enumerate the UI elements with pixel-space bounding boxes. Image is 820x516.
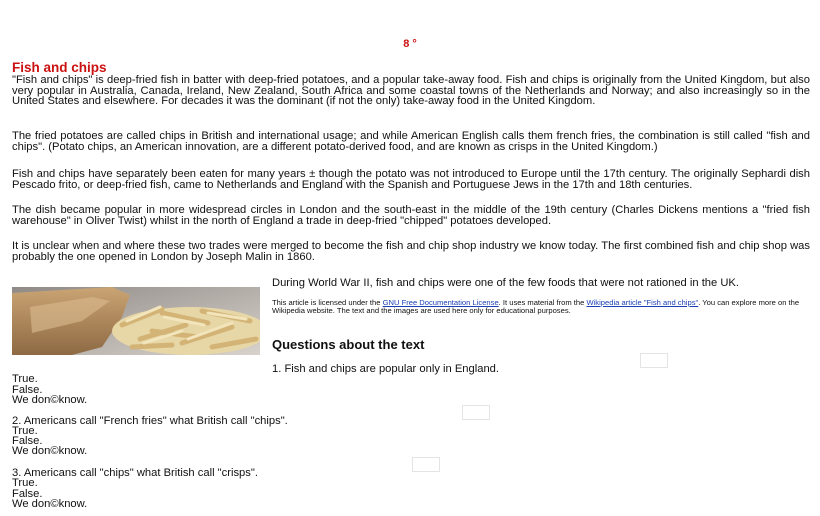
question-1-option-false[interactable]: False. (12, 384, 43, 396)
gnu-license-link[interactable]: GNU Free Documentation License (382, 298, 499, 307)
question-1-option-dont-know[interactable]: We don©know. (12, 394, 88, 406)
license-text-3: . You can explore more on the Wikipedia website. The text and the images are used here only for educational purposes. (272, 298, 800, 316)
fish-and-chips-photo (12, 287, 260, 355)
question-3-option-true[interactable]: True. (12, 477, 38, 489)
answer-1-input[interactable] (640, 353, 668, 368)
license-text-1: This article is licensed under the (272, 298, 383, 307)
article-title: Fish and chips (12, 60, 107, 75)
question-3: 3. Americans call "chips" what British call "crisps". (12, 467, 258, 479)
answer-2-input[interactable] (462, 405, 490, 420)
license-note (272, 299, 812, 315)
wikipedia-article-link[interactable]: Wikipedia article "Fish and chips" (586, 298, 699, 307)
license-text-2: . It uses material from the (498, 298, 587, 307)
paragraph-first-shop: It is unclear when and where these two trades were merged to become the fish and chip shop industry we know today. The first combined fish and chip shop was probably the one opened in London by Joseph Malin in 1860. (12, 240, 810, 263)
question-3-option-false[interactable]: False. (12, 488, 43, 500)
answer-3-input[interactable] (412, 457, 440, 472)
paragraph-19th-century: The dish became popular in more widespread circles in London and the south-east in the middle of the 19th century (Charles Dickens mentions a "fried fish warehouse" in Oliver Twist) whilst in the north of England a trade in deep-fried "chipped" potatoes developed. (12, 204, 810, 227)
paragraph-chips-naming: The fried potatoes are called chips in British and international usage; and while American English calls them french fries, the combination is still called "fish and chips". (Potato chips, an American innovation, are a different potato-derived food, and are known as crisps in the United Kingdom.) (12, 130, 810, 153)
question-3-option-dont-know[interactable]: We don©know. (12, 498, 88, 510)
question-1-option-true[interactable]: True. (12, 373, 38, 385)
page-number: 8 ° (403, 38, 417, 50)
question-2-option-false[interactable]: False. (12, 435, 43, 447)
paragraph-history: Fish and chips have separately been eaten for many years ± though the potato was not introduced to Europe until the 17th century. The originally Sephardi dish Pescado frito, or deep-fried fish, came to Netherlands and England with the Spanish and Portuguese Jews in the 17th and 18th centuries. (12, 168, 810, 191)
paragraph-intro: "Fish and chips" is deep-fried fish in batter with deep-fried potatoes, and a popular take-away food. Fish and chips is originally from the United Kingdom, but also very popular in Australia, Canada, Ireland, New Zealand, South Africa and some coastal towns of the Netherlands and Norway; and also increasingly so in the United States and elsewhere. For decades it was the dominant (if not the only) take-away food in the United Kingdom. (12, 74, 810, 108)
wwii-paragraph: During World War II, fish and chips were one of the few foods that were not rationed in the UK. (272, 277, 740, 289)
question-1: 1. Fish and chips are popular only in England. (272, 363, 500, 375)
question-2-option-dont-know[interactable]: We don©know. (12, 445, 88, 457)
question-2: 2. Americans call "French fries" what British call "chips". (12, 415, 288, 427)
question-2-option-true[interactable]: True. (12, 425, 38, 437)
questions-heading: Questions about the text (272, 337, 425, 352)
